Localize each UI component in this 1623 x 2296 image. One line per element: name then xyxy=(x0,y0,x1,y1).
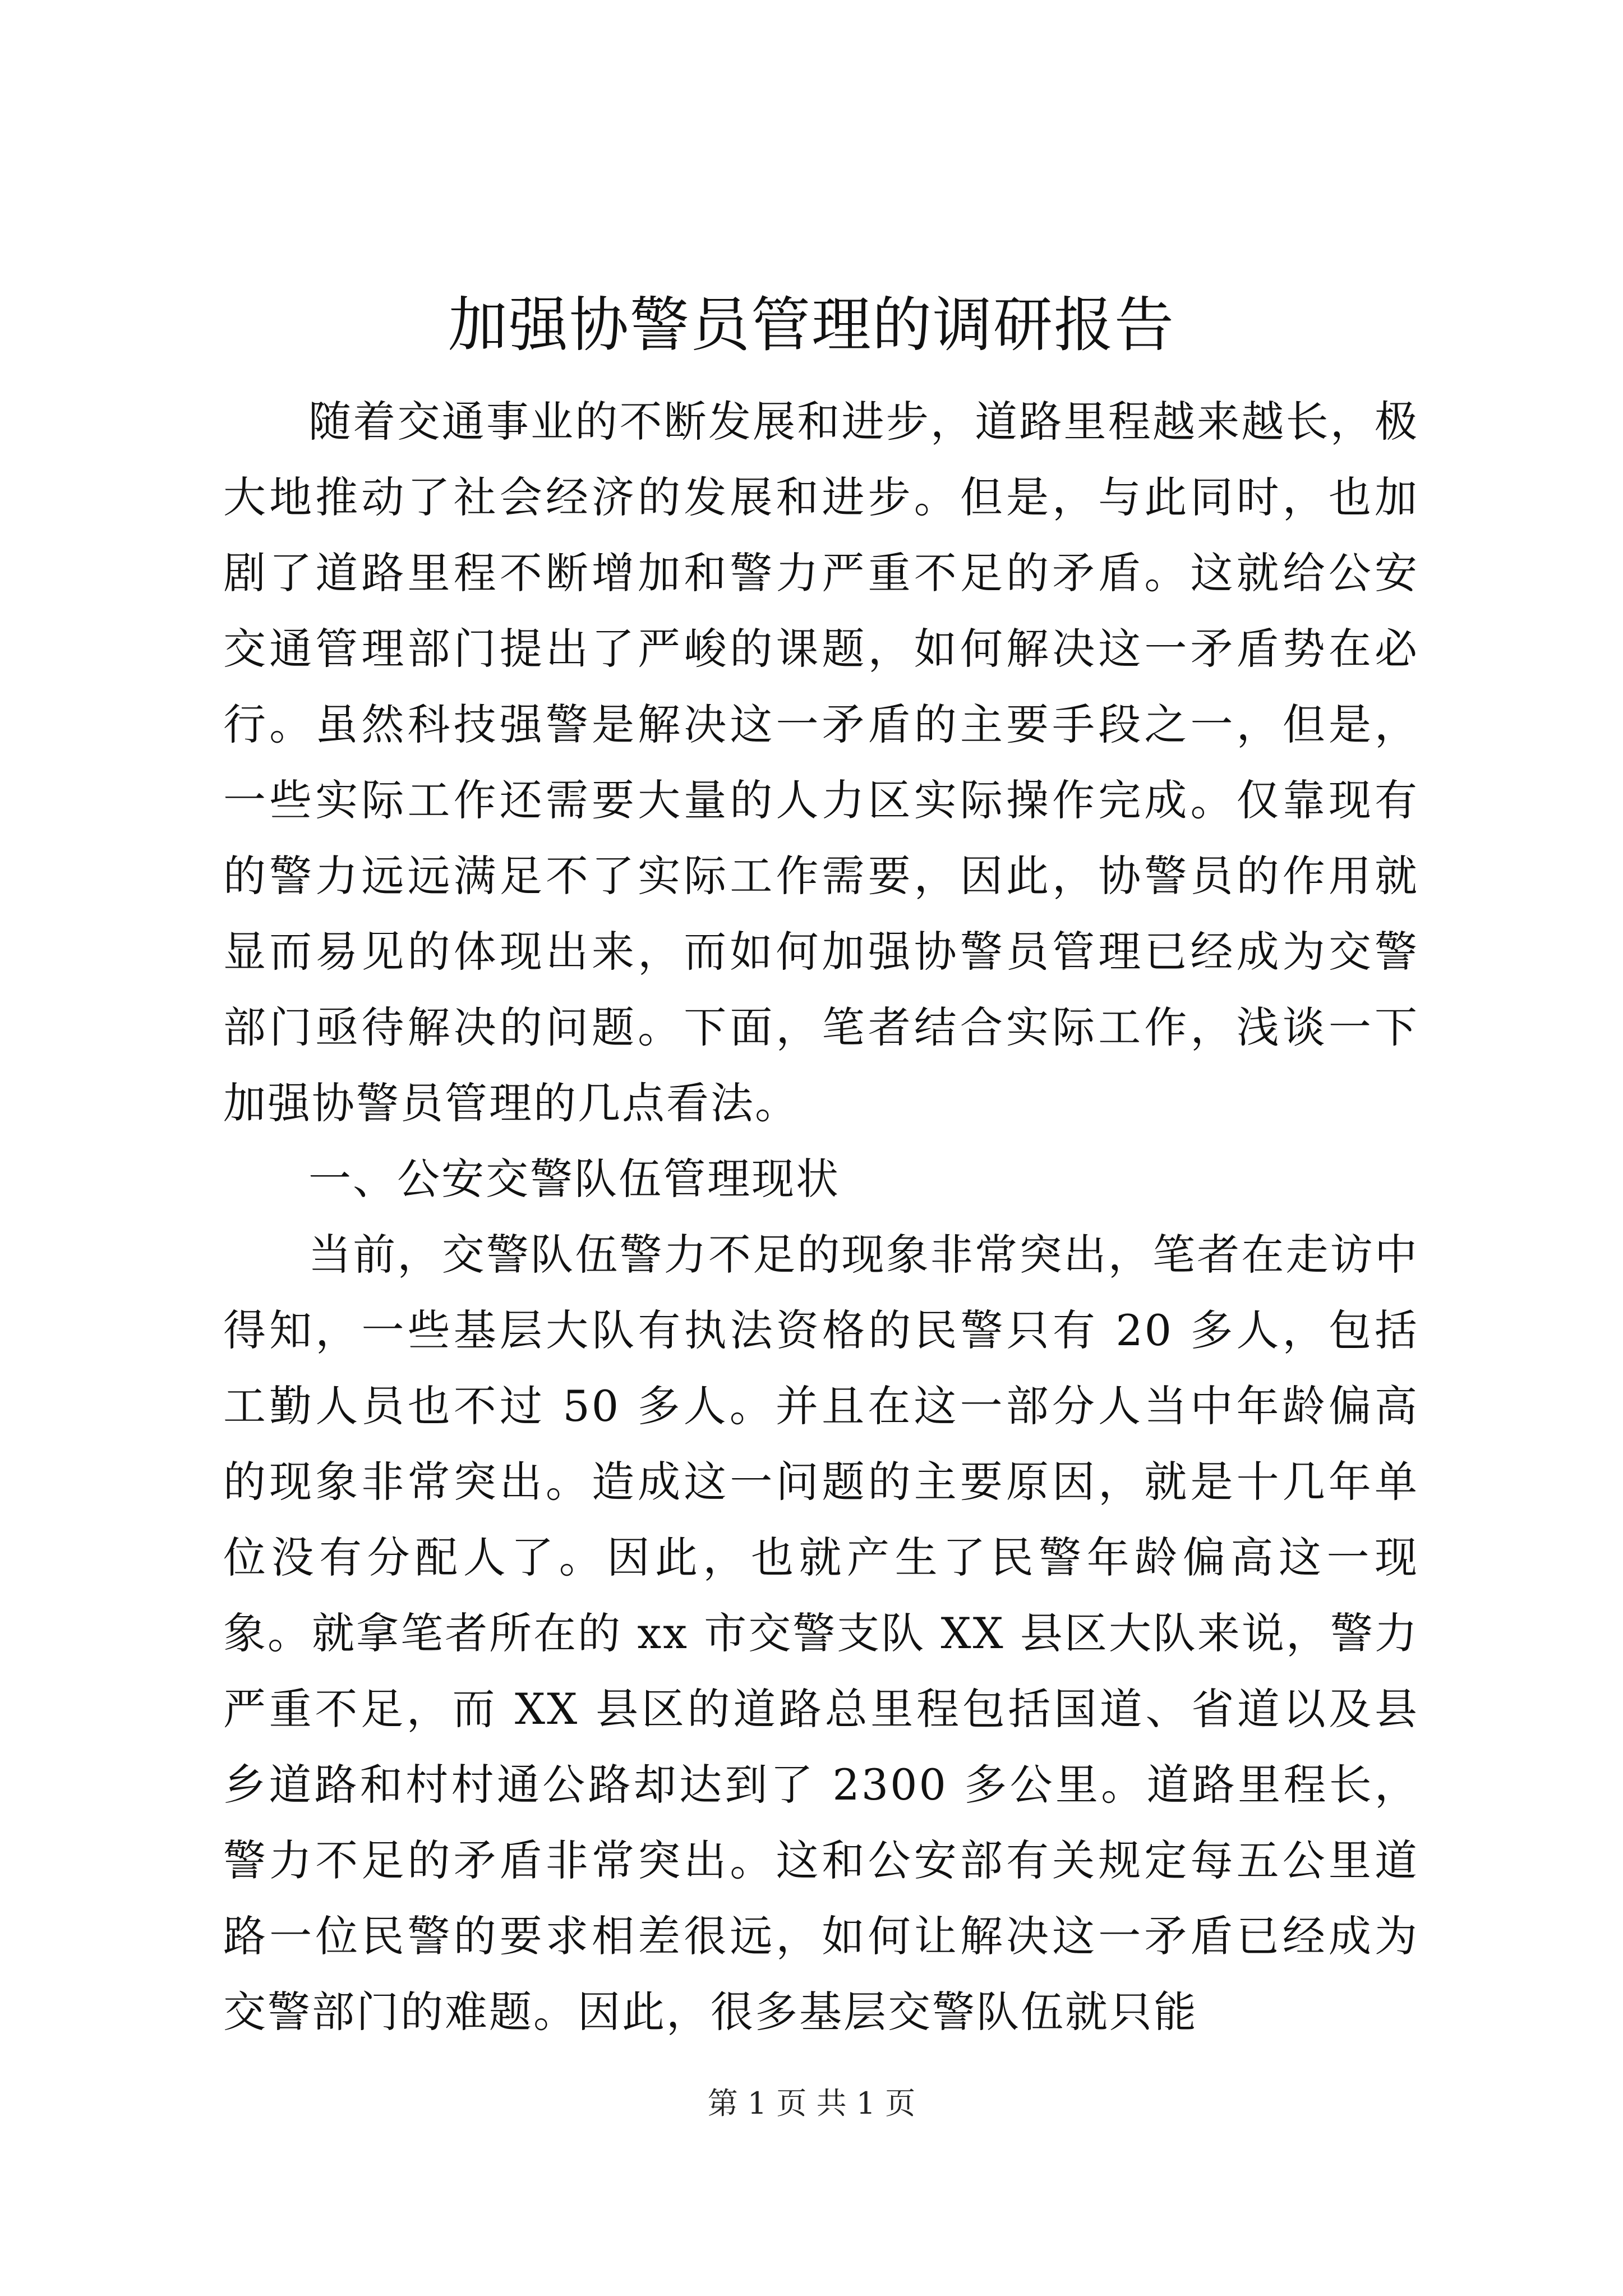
document-body xyxy=(223,384,1419,2050)
paragraph-current-status: 当前，交警队伍警力不足的现象非常突出，笔者在走访中得知，一些基层大队有执法资格的民警只有 20 多人，包括工勤人员也不过 50 多人。并且在这一部分人当中年龄偏高的现象非常突出。造成这一问题的主要原因，就是十几年单位没有分配人了。因此，也就产生了民警年龄偏高这一现象。就拿笔者所在的 xx 市交警支队 XX 县区大队来说，警力严重不足，而 XX 县区的道路总里程包括国道、省道以及县乡道路和村村通公路却达到了 2300 多公里。道路里程长，警力不足的矛盾非常突出。这和公安部有关规定每五公里道路一位民警的要求相差很远，如何让解决这一矛盾已经成为交警部门的难题。因此，很多基层交警队伍就只能 xyxy=(223,1230,1419,2037)
section-heading-1: 一、公安交警队伍管理现状 xyxy=(308,1154,840,1204)
page-number-footer: 第 1 页 共 1 页 xyxy=(707,2086,916,2121)
document-title: 加强协警员管理的调研报告 xyxy=(448,291,1175,360)
paragraph-intro: 随着交通事业的不断发展和进步，道路里程越来越长，极大地推动了社会经济的发展和进步。但是，与此同时，也加剧了道路里程不断增加和警力严重不足的矛盾。这就给公安交通管理部门提出了严峻的课题，如何解决这一矛盾势在必行。虽然科技强警是解决这一矛盾的主要手段之一，但是，一些实际工作还需要大量的人力区实际操作完成。仅靠现有的警力远远满足不了实际工作需要，因此，协警员的作用就显而易见的体现出来，而如何加强协警员管理已经成为交警部门亟待解决的问题。下面，笔者结合实际工作，浅谈一下加强协警员管理的几点看法。 xyxy=(223,397,1419,1128)
